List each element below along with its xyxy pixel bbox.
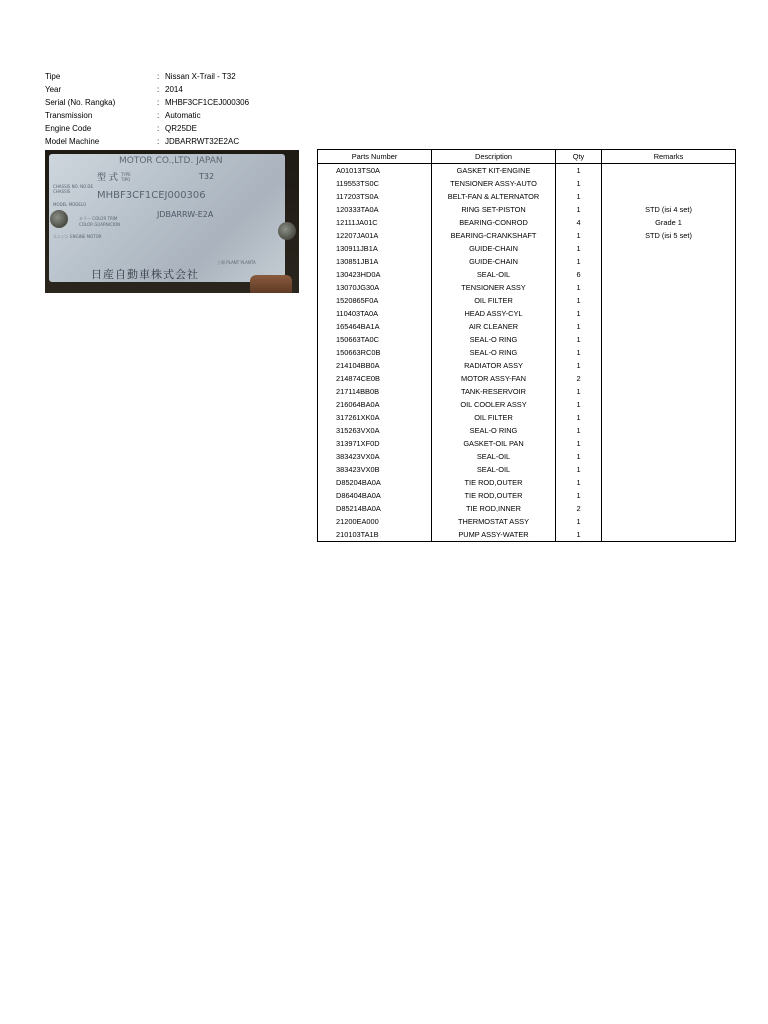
cell-qty: 1 <box>556 463 602 476</box>
cell-parts-number: 119553TS0C <box>318 177 432 190</box>
cell-remarks <box>602 281 736 294</box>
table-header-row <box>318 150 736 164</box>
header-description: Description <box>432 150 556 164</box>
cell-description: GASKET-OIL PAN <box>432 437 556 450</box>
info-label: Engine Code <box>45 124 92 134</box>
info-row <box>45 96 249 109</box>
info-row <box>45 122 249 135</box>
cell-remarks <box>602 164 736 178</box>
info-separator: : <box>157 137 160 147</box>
cell-remarks <box>602 320 736 333</box>
table-row <box>318 528 736 542</box>
cell-qty: 1 <box>556 307 602 320</box>
cell-remarks <box>602 268 736 281</box>
cell-qty: 1 <box>556 411 602 424</box>
info-row <box>45 83 249 96</box>
cell-parts-number: A01013TS0A <box>318 164 432 178</box>
cell-remarks <box>602 385 736 398</box>
table-row <box>318 203 736 216</box>
knob <box>250 275 292 293</box>
cell-description: PUMP ASSY-WATER <box>432 528 556 542</box>
cell-qty: 1 <box>556 385 602 398</box>
cell-description: RING SET-PISTON <box>432 203 556 216</box>
cell-description: SEAL-O RING <box>432 424 556 437</box>
cell-qty: 1 <box>556 359 602 372</box>
cell-parts-number: 214104BB0A <box>318 359 432 372</box>
table-row <box>318 216 736 229</box>
table-row <box>318 190 736 203</box>
table-row <box>318 242 736 255</box>
cell-remarks <box>602 437 736 450</box>
cell-remarks: STD (isi 5 set) <box>602 229 736 242</box>
cell-parts-number: 150663RC0B <box>318 346 432 359</box>
cell-parts-number: 130851JB1A <box>318 255 432 268</box>
info-value: JDBARRWT32E2AC <box>165 137 240 147</box>
cell-description: BELT-FAN & ALTERNATOR <box>432 190 556 203</box>
cell-parts-number: 12207JA01A <box>318 229 432 242</box>
cell-description: GUIDE-CHAIN <box>432 242 556 255</box>
cell-description: SEAL-O RING <box>432 346 556 359</box>
info-label: Serial (No. Rangka) <box>45 98 116 108</box>
table-row <box>318 177 736 190</box>
table-row <box>318 333 736 346</box>
cell-parts-number: 165464BA1A <box>318 320 432 333</box>
cell-parts-number: D86404BA0A <box>318 489 432 502</box>
cell-qty: 1 <box>556 242 602 255</box>
cell-description: OIL COOLER ASSY <box>432 398 556 411</box>
plate-chassis-value: MHBF3CF1CEJ000306 <box>97 190 206 201</box>
cell-qty: 1 <box>556 346 602 359</box>
cell-description: TENSIONER ASSY <box>432 281 556 294</box>
plate-engine-label: エンジン ENGINE MOTOR <box>53 234 102 239</box>
cell-qty: 2 <box>556 372 602 385</box>
cell-remarks <box>602 476 736 489</box>
cell-description: TIE ROD,OUTER <box>432 489 556 502</box>
cell-description: OIL FILTER <box>432 294 556 307</box>
table-row <box>318 372 736 385</box>
cell-parts-number: 315263VX0A <box>318 424 432 437</box>
cell-description: BEARING-CRANKSHAFT <box>432 229 556 242</box>
info-value: Automatic <box>165 111 201 121</box>
cell-parts-number: 383423VX0A <box>318 450 432 463</box>
table-row <box>318 385 736 398</box>
table-row <box>318 463 736 476</box>
cell-parts-number: 217114BB0B <box>318 385 432 398</box>
cell-qty: 1 <box>556 255 602 268</box>
cell-parts-number: 130423HD0A <box>318 268 432 281</box>
cell-parts-number: 110403TA0A <box>318 307 432 320</box>
cell-description: RADIATOR ASSY <box>432 359 556 372</box>
table-row <box>318 502 736 515</box>
cell-remarks <box>602 528 736 542</box>
info-label: Year <box>45 85 62 95</box>
cell-qty: 1 <box>556 164 602 178</box>
table-row <box>318 398 736 411</box>
plate-company-kanji: 日産自動車株式会社 <box>91 268 199 281</box>
cell-qty: 1 <box>556 398 602 411</box>
cell-remarks <box>602 398 736 411</box>
table-row <box>318 268 736 281</box>
cell-parts-number: 1520865F0A <box>318 294 432 307</box>
cell-remarks <box>602 424 736 437</box>
table-row <box>318 346 736 359</box>
cell-description: SEAL-O RING <box>432 333 556 346</box>
cell-remarks <box>602 502 736 515</box>
cell-qty: 1 <box>556 489 602 502</box>
cell-remarks <box>602 411 736 424</box>
cell-parts-number: 383423VX0B <box>318 463 432 476</box>
cell-remarks <box>602 294 736 307</box>
cell-qty: 1 <box>556 450 602 463</box>
rivet-right <box>278 222 296 240</box>
cell-parts-number: 216064BA0A <box>318 398 432 411</box>
cell-parts-number: 130911JB1A <box>318 242 432 255</box>
cell-qty: 1 <box>556 281 602 294</box>
cell-remarks <box>602 307 736 320</box>
cell-qty: 1 <box>556 190 602 203</box>
table-row <box>318 515 736 528</box>
info-separator: : <box>157 72 160 81</box>
cell-description: THERMOSTAT ASSY <box>432 515 556 528</box>
cell-remarks <box>602 463 736 476</box>
table-row <box>318 229 736 242</box>
cell-description: TIE ROD,OUTER <box>432 476 556 489</box>
table-row <box>318 450 736 463</box>
cell-description: SEAL-OIL <box>432 450 556 463</box>
cell-remarks <box>602 515 736 528</box>
cell-description: AIR CLEANER <box>432 320 556 333</box>
cell-description: BEARING-CONROD <box>432 216 556 229</box>
plate-plant-label: 工場 PLANT PLANTA <box>217 260 256 265</box>
table-row <box>318 281 736 294</box>
cell-qty: 1 <box>556 528 602 542</box>
cell-description: SEAL-OIL <box>432 463 556 476</box>
cell-remarks <box>602 333 736 346</box>
cell-description: TIE ROD,INNER <box>432 502 556 515</box>
cell-parts-number: 117203TS0A <box>318 190 432 203</box>
plate-type-label: TYPE TIPO <box>121 172 131 182</box>
info-separator: : <box>157 111 160 121</box>
info-value: 2014 <box>165 85 183 95</box>
cell-parts-number: 13070JG30A <box>318 281 432 294</box>
plate-color-label: COLOR GUARNICION <box>79 222 121 227</box>
plate-model-label: MODEL MODELO <box>53 202 87 207</box>
rivet-left <box>50 210 68 228</box>
info-row <box>45 135 249 148</box>
cell-remarks: Grade 1 <box>602 216 736 229</box>
info-separator: : <box>157 85 160 95</box>
cell-remarks <box>602 190 736 203</box>
cell-qty: 6 <box>556 268 602 281</box>
plate-maker: MOTOR CO.,LTD. JAPAN <box>119 156 223 166</box>
cell-parts-number: 120333TA0A <box>318 203 432 216</box>
table-row <box>318 359 736 372</box>
table-row <box>318 255 736 268</box>
cell-parts-number: D85204BA0A <box>318 476 432 489</box>
info-label: Model Machine <box>45 137 100 147</box>
info-value: MHBF3CF1CEJ000306 <box>165 98 250 108</box>
cell-parts-number: 21200EA000 <box>318 515 432 528</box>
header-remarks: Remarks <box>602 150 736 164</box>
table-row <box>318 164 736 178</box>
info-label: Transmission <box>45 111 93 121</box>
cell-qty: 1 <box>556 476 602 489</box>
table-row <box>318 489 736 502</box>
table-row <box>318 424 736 437</box>
cell-description: TANK-RESERVOIR <box>432 385 556 398</box>
plate-chassis-label: CHASSIS NO. NO.DE CHASSIS <box>53 184 93 194</box>
cell-qty: 1 <box>556 203 602 216</box>
cell-qty: 2 <box>556 502 602 515</box>
cell-qty: 1 <box>556 294 602 307</box>
table-row <box>318 294 736 307</box>
cell-remarks <box>602 450 736 463</box>
cell-description: OIL FILTER <box>432 411 556 424</box>
table-row <box>318 320 736 333</box>
plate-type-kanji: 型 式 <box>97 173 118 183</box>
cell-parts-number: 214874CE0B <box>318 372 432 385</box>
vehicle-info <box>45 70 249 149</box>
info-label: Tipe <box>45 72 61 81</box>
table-row <box>318 307 736 320</box>
cell-remarks <box>602 372 736 385</box>
cell-description: SEAL-OIL <box>432 268 556 281</box>
plate-trim-label: カラー COLOR TRIM <box>79 216 118 221</box>
cell-qty: 1 <box>556 437 602 450</box>
info-separator: : <box>157 124 160 134</box>
info-row <box>45 70 249 83</box>
table-row <box>318 411 736 424</box>
table-row <box>318 437 736 450</box>
cell-parts-number: 210103TA1B <box>318 528 432 542</box>
info-value: QR25DE <box>165 124 198 134</box>
cell-qty: 1 <box>556 229 602 242</box>
vin-plate-photo <box>45 150 299 293</box>
cell-qty: 1 <box>556 320 602 333</box>
cell-remarks <box>602 346 736 359</box>
info-row <box>45 109 249 122</box>
cell-qty: 4 <box>556 216 602 229</box>
info-value: Nissan X-Trail - T32 <box>165 72 236 81</box>
cell-parts-number: 313971XF0D <box>318 437 432 450</box>
cell-description: GUIDE-CHAIN <box>432 255 556 268</box>
cell-parts-number: 12111JA01C <box>318 216 432 229</box>
header-qty: Qty <box>556 150 602 164</box>
cell-description: GASKET KIT-ENGINE <box>432 164 556 178</box>
vin-plate <box>49 154 285 282</box>
cell-qty: 1 <box>556 515 602 528</box>
cell-description: TENSIONER ASSY-AUTO <box>432 177 556 190</box>
header-parts-number: Parts Number <box>318 150 432 164</box>
cell-parts-number: 150663TA0C <box>318 333 432 346</box>
cell-remarks <box>602 177 736 190</box>
cell-remarks <box>602 242 736 255</box>
parts-table <box>317 149 736 542</box>
plate-model-value: JDBARRW-E2A <box>157 210 214 219</box>
cell-qty: 1 <box>556 424 602 437</box>
cell-remarks: STD (isi 4 set) <box>602 203 736 216</box>
cell-remarks <box>602 489 736 502</box>
cell-description: HEAD ASSY-CYL <box>432 307 556 320</box>
info-separator: : <box>157 98 160 108</box>
table-row <box>318 476 736 489</box>
cell-qty: 1 <box>556 333 602 346</box>
cell-parts-number: 317261XK0A <box>318 411 432 424</box>
cell-description: MOTOR ASSY-FAN <box>432 372 556 385</box>
plate-type-value: T32 <box>199 172 215 181</box>
cell-parts-number: D85214BA0A <box>318 502 432 515</box>
cell-remarks <box>602 255 736 268</box>
cell-qty: 1 <box>556 177 602 190</box>
cell-remarks <box>602 359 736 372</box>
